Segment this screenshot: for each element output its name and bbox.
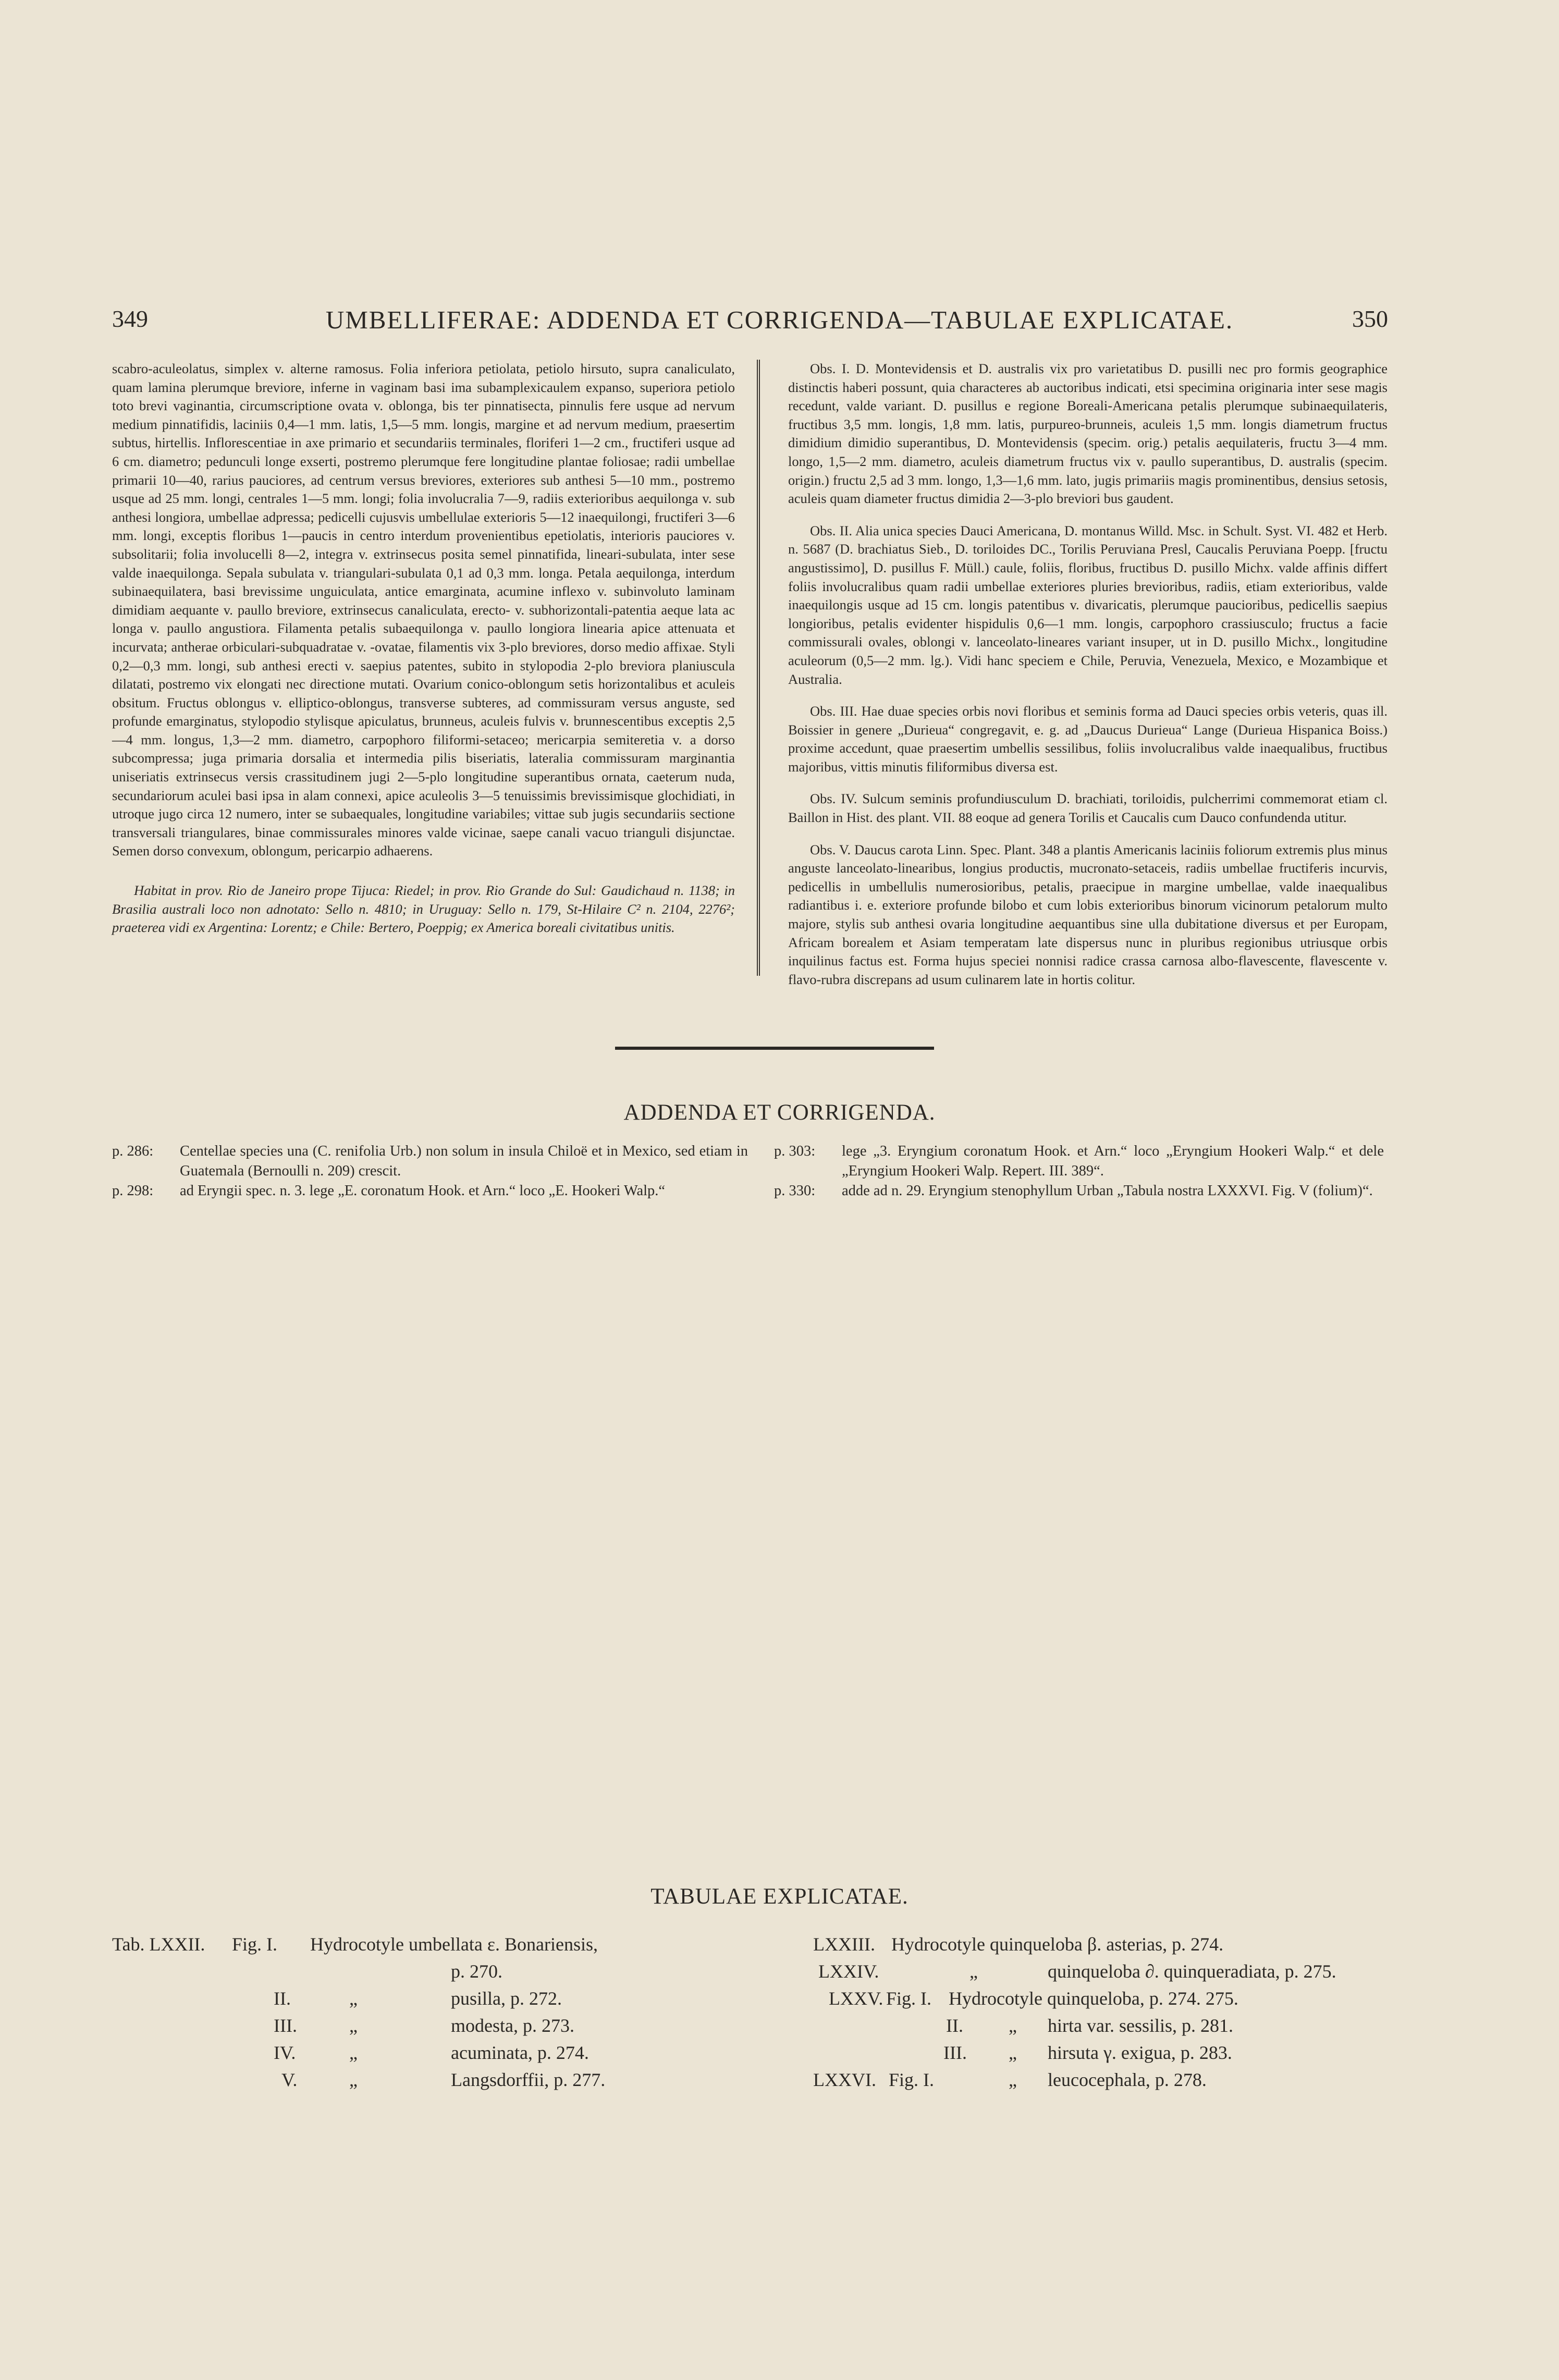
habitat-paragraph: Habitat in prov. Rio de Janeiro prope Tijuca: Riedel; in prov. Rio Grande do Sul: Gaudichaud n. 1138; in Brasilia australi loco non adnotato: Sello n. 4810; in Uruguay: Sello n. 179, St-Hilaire C² n. 2104, 2276²; praeterea vidi ex Argentina: Lorentz; e Chile: Bertero, Poeppig; ex America boreali civitatibus unitis.: [112, 882, 735, 936]
figure-number: Fig. I.: [232, 1934, 278, 1955]
running-header: [0, 305, 1559, 341]
plate-entry: [112, 1958, 764, 1985]
ditto-mark: „: [349, 2015, 358, 2036]
addenda-entry: [112, 1142, 748, 1181]
right-column: [788, 360, 1388, 1002]
plate-entry: [112, 1931, 764, 1958]
ditto-mark: „: [1009, 2069, 1017, 2090]
plate-caption: Hydrocotyle umbellata ε. Bonariensis,: [310, 1934, 598, 1955]
plate-number: LXXIII.: [813, 1934, 875, 1955]
addenda-text: adde ad n. 29. Eryngium stenophyllum Urban „Tabula nostra LXXXVI. Fig. V (folium)“.: [842, 1183, 1373, 1199]
plate-number: Tab. LXXII.: [112, 1934, 205, 1955]
plate-number: LXXIV.: [818, 1961, 879, 1982]
plate-caption: Langsdorffii, p. 277.: [451, 2069, 606, 2090]
plate-number: LXXVI.: [813, 2069, 876, 2090]
tabulae-heading: TABULAE EXPLICATAE.: [650, 1884, 909, 1909]
plate-entry: [813, 1958, 1386, 1985]
plate-caption: modesta, p. 273.: [451, 2015, 574, 2036]
addenda-page-ref: p. 303:: [774, 1143, 816, 1159]
section-rule: [615, 1047, 934, 1050]
observation-3: Obs. III. Hae duae species orbis novi floribus et seminis forma ad Dauci species orbis veteris, quas ill. Boissier in genere „Durieua“ congregavit, e. g. ad „Daucus Durieua“ Lange (Durieua Hispanica Boiss.) proxime accedunt, quae praesertim umbellis sessilibus, foliis involucralibus valde inaequalibus, fructibus majoribus, vittis minutis filiformibus diversa est.: [788, 703, 1388, 775]
species-description: scabro-aculeolatus, simplex v. alterne ramosus. Folia inferiora petiolata, petiolo hirsuto, supra canaliculato, quam lamina plerumque breviore, inferne in vaginam basi ima subamplexicaulem expanso, superiora petiolo toto brevi vaginantia, circumscriptione ovata v. oblonga, bis ter pinnatisecta, pinnulis fere usque ad nervum medium pinnatifidis, laciniis 0,4—1 mm. latis, 1,5—5 mm. longis, margine et ad nervum medium, praesertim subtus, hirtellis. Inflorescentiae in axe primario et secundariis terminales, floriferi 1—2 cm., fructiferi usque ad 6 cm. diametro; pedunculi longe exserti, postremo plerumque fere longitudine plantae foliosae; radii umbellae primarii 10—40, rarius pauciores, ad centrum versus breviores, exteriores sub anthesi 5—10 mm., postremo usque ad 25 mm. longi, centrales 1—5 mm. longi; folia involucralia 7—9, radiis exterioribus aequilonga v. sub anthesi longiora, umbellae adpressa; pedicelli cujusvis umbellulae exterioris 5—12 inaequilongi, fructiferi 3—6 mm. longi, exceptis floribus 1—paucis in centro interdum provenientibus epetiolatis, interioris pauciores v. subsolitarii; folia involucelli 8—2, integra v. extrinsecus posita semel pinnatifida, lineari-subulata, inter sese valde inaequilonga. Sepala subulata v. triangulari-subulata 0,1 ad 0,3 mm. longa. Petala aequilonga, interdum subinaequilatera, basi brevissime unguiculata, antice emarginata, acumine inflexo v. subinvoluto laminam dimidiam aequante v. paullo breviore, extrinsecus canaliculata, erecto- v. subhorizontali-patentia aeque lata ac longa v. paullo angustiora. Filamenta petalis subaequilonga v. paullo longiora linearia apice attenuata et incurvata; antherae orbiculari-subquadratae v. -ovatae, filamentis vix 3-plo breviores, dorso medio affixae. Styli 0,2—0,3 mm. longi, sub anthesi erecti v. saepius patentes, subito in stylopodia 2-plo breviora planiuscula dilatati, postremo vix elongati nec directione mutati. Ovarium conico-oblongum setis horizontalibus et aculeis obsitum. Fructus oblongus v. elliptico-oblongus, transverse subteres, ad commissuram versus anguste, sed profunde emarginatus, stylopodio stylisque apiculatus, brunneus, aculeis fulvis v. brunnescentibus exceptis 2,5—4 mm. longus, 1,3—2 mm. diametro, carpophoro filiformi-setaceo; mericarpia semiteretia v. a dorso subcompressa; juga primaria dorsalia et intermedia pilis biseriatis, lateralia commissuram marginantia uniseriatis extrinsecus versis crassitudinem jugi 2—5-plo longitudine superantibus ornata, caeterum nuda, secundariorum aculei basi ipsa in alam connexi, apice aculeolis 3—5 tenuissimis brevissimisque glochidiati, in utroque jugo circa 12 numero, inter se subaequales, longitudine variabiles; vittae sub jugis secundariis sectione transversali triangulares, binae commissurales minores valde vicinae, saepe canali vacuo trianguli disjunctae. Semen dorso convexum, oblongum, pericarpio adhaerens.: [112, 361, 735, 859]
addenda-heading: ADDENDA ET CORRIGENDA.: [623, 1100, 936, 1125]
ditto-mark: „: [349, 2042, 358, 2063]
addenda-page-ref: p. 298:: [112, 1183, 154, 1199]
addenda-entry: [774, 1142, 1384, 1181]
addenda-entry: [774, 1181, 1384, 1201]
plate-caption: hirta var. sessilis, p. 281.: [1048, 2015, 1233, 2036]
figure-number: II.: [274, 1988, 291, 2009]
observation-2: Obs. II. Alia unica species Dauci Americana, D. montanus Willd. Msc. in Schult. Syst. VI. 482 et Herb. n. 5687 (D. brachiatus Sieb., D. toriloides DC., Torilis Peruviana Presl, Caucalis Peruviana Poepp. [fructu angustissimo], D. pusillus F. Müll.) caule, foliis, floribus, fructibus D. pusillo Michx. valde affinis differt foliis involucralibus quam radii umbellae exteriores pluries brevioribus, radiis, etiam exterioribus, valde inaequilongis usque ad 15 cm. longis patentibus v. divaricatis, plerumque paucioribus, pedicellis saepius longioribus, petalis evidenter hispidulis 0,6—1 mm. longis, carpophoro crassiusculo; fructus a facie commissurali ovales, oblongi v. lanceolato-lineares variant insuper, ut in D. pusillo Michx., longitudine aculeorum (0,5—2 mm. lg.). Vidi hanc speciem e Chile, Peruvia, Venezuela, Mexico, e Mozambique et Australia.: [788, 522, 1388, 687]
observation-1: Obs. I. D. Montevidensis et D. australis vix pro varietatibus D. pusilli nec pro formis geographice distinctis haberi possunt, quia characteres ab auctoribus indicati, etsi specimina originaria inter sese magis recedunt, valde variant. D. pusillus e regione Boreali-Americana petalis plerumque subinaequilateris, fructibus 3,5 mm. longis, 1,8 mm. latis, purpureo-brunneis, aculeis 1,5 mm. longis diametrum fructus dimidium dimidio superantibus, D. Montevidensis (specim. orig.) petalis aequilateris, fructu 3—4 mm. longo, 1,5—2 mm. diametro, aculeis diametrum fructus vix v. paullo superantibus, D. australis (specim. origin.) fructu 2,5 ad 3 mm. longo, 1,3—1,6 mm. lato, jugis primariis magis prominentibus, densius setosis, aculeis quam diameter fructus dimidia 2—3-plo breviori bus gaudent.: [788, 361, 1388, 507]
page-number-right: 350: [1352, 305, 1388, 332]
running-title: UMBELLIFERAE: ADDENDA ET CORRIGENDA—TABULAE EXPLICATAE.: [325, 305, 1234, 334]
ditto-mark: „: [349, 2069, 358, 2090]
plate-caption: Hydrocotyle quinqueloba, p. 274. 275.: [949, 1988, 1238, 2009]
plate-caption: Hydrocotyle quinqueloba β. asterias, p. 274.: [891, 1934, 1224, 1955]
addenda-text: lege „3. Eryngium coronatum Hook. et Arn.“ loco „Eryngium Hookeri Walp.“ et dele „Eryngium Hookeri Walp. Repert. III. 389“.: [842, 1143, 1384, 1179]
observation-5: Obs. V. Daucus carota Linn. Spec. Plant. 348 a plantis Americanis laciniis foliorum extremis plus minus anguste lanceolato-linearibus, longius productis, mucronato-setaceis, radiis umbellae fructiferis incurvis, pedicellis in umbellulis numerosioribus, petalis, praecipue in margine umbellae, valde inaequalibus radiantibus i. e. exteriore profunde bilobo et cum lobis exterioribus binorum vicinorum petalorum multo majore, stylis sub anthesi ovaria longitudine aequantibus sine ulla dubitatione diversus et per Europam, Africam borealem et Asiam temperatam late dispersus nunc in pluribus regionibus utriusque orbis inquilinus factus est. Forma hujus speciei nonnisi radice crassa carnosa albo-flavescente, flavescente v. flavo-rubra discrepans ad usum culinarem late in hortis colitur.: [788, 841, 1388, 987]
figure-number: III.: [943, 2042, 967, 2063]
plate-entry: [112, 1985, 764, 2012]
ditto-mark: „: [1009, 2015, 1017, 2036]
plate-entry: [813, 2066, 1386, 2093]
addenda-page-ref: p. 330:: [774, 1183, 816, 1199]
observation-4: Obs. IV. Sulcum seminis profundiusculum D. brachiati, toriloidis, pulcherrimi commemorat etiam cl. Baillon in Hist. des plant. VII. 88 eoque ad genera Torilis et Caucalis cum Dauco confundenda utitur.: [788, 791, 1388, 826]
plate-caption: quinqueloba ∂. quinqueradiata, p. 275.: [1048, 1961, 1336, 1982]
figure-number: Fig. I.: [886, 1988, 932, 2009]
page-number-left: 349: [112, 305, 148, 332]
plate-caption: leucocephala, p. 278.: [1048, 2069, 1207, 2090]
plate-number: LXXV.: [829, 1988, 883, 2009]
addenda-right: [774, 1142, 1384, 1201]
plate-caption: acuminata, p. 274.: [451, 2042, 589, 2063]
addenda-page-ref: p. 286:: [112, 1143, 154, 1159]
addenda-left: [112, 1142, 748, 1201]
plate-caption: hirsuta γ. exigua, p. 283.: [1048, 2042, 1232, 2063]
ditto-mark: „: [1009, 2042, 1017, 2063]
plate-entry: [112, 2012, 764, 2039]
plates-list-right: [813, 1931, 1386, 2093]
ditto-mark: „: [349, 1988, 358, 2009]
plate-entry: [112, 2066, 764, 2093]
plates-list-left: [112, 1931, 764, 2093]
plate-caption: pusilla, p. 272.: [451, 1988, 562, 2009]
plate-entry: [813, 1985, 1386, 2012]
plate-entry: [813, 2039, 1386, 2066]
figure-number: III.: [274, 2015, 297, 2036]
plate-caption: p. 270.: [451, 1961, 502, 1982]
addenda-entry: [112, 1181, 748, 1201]
figure-number: IV.: [274, 2042, 296, 2063]
figure-number: II.: [946, 2015, 963, 2036]
figure-number: V.: [281, 2069, 298, 2090]
left-column: [112, 360, 735, 951]
figure-number: Fig. I.: [889, 2069, 935, 2090]
plate-entry: [813, 2012, 1386, 2039]
column-divider: [757, 360, 760, 976]
plate-entry: [813, 1931, 1386, 1958]
addenda-text: Centellae species una (C. renifolia Urb.) non solum in insula Chiloë et in Mexico, sed etiam in Guatemala (Bernoulli n. 209) crescit.: [180, 1143, 748, 1179]
plate-entry: [112, 2039, 764, 2066]
addenda-text: ad Eryngii spec. n. 3. lege „E. coronatum Hook. et Arn.“ loco „E. Hookeri Walp.“: [180, 1183, 666, 1199]
ditto-mark: „: [969, 1961, 978, 1982]
